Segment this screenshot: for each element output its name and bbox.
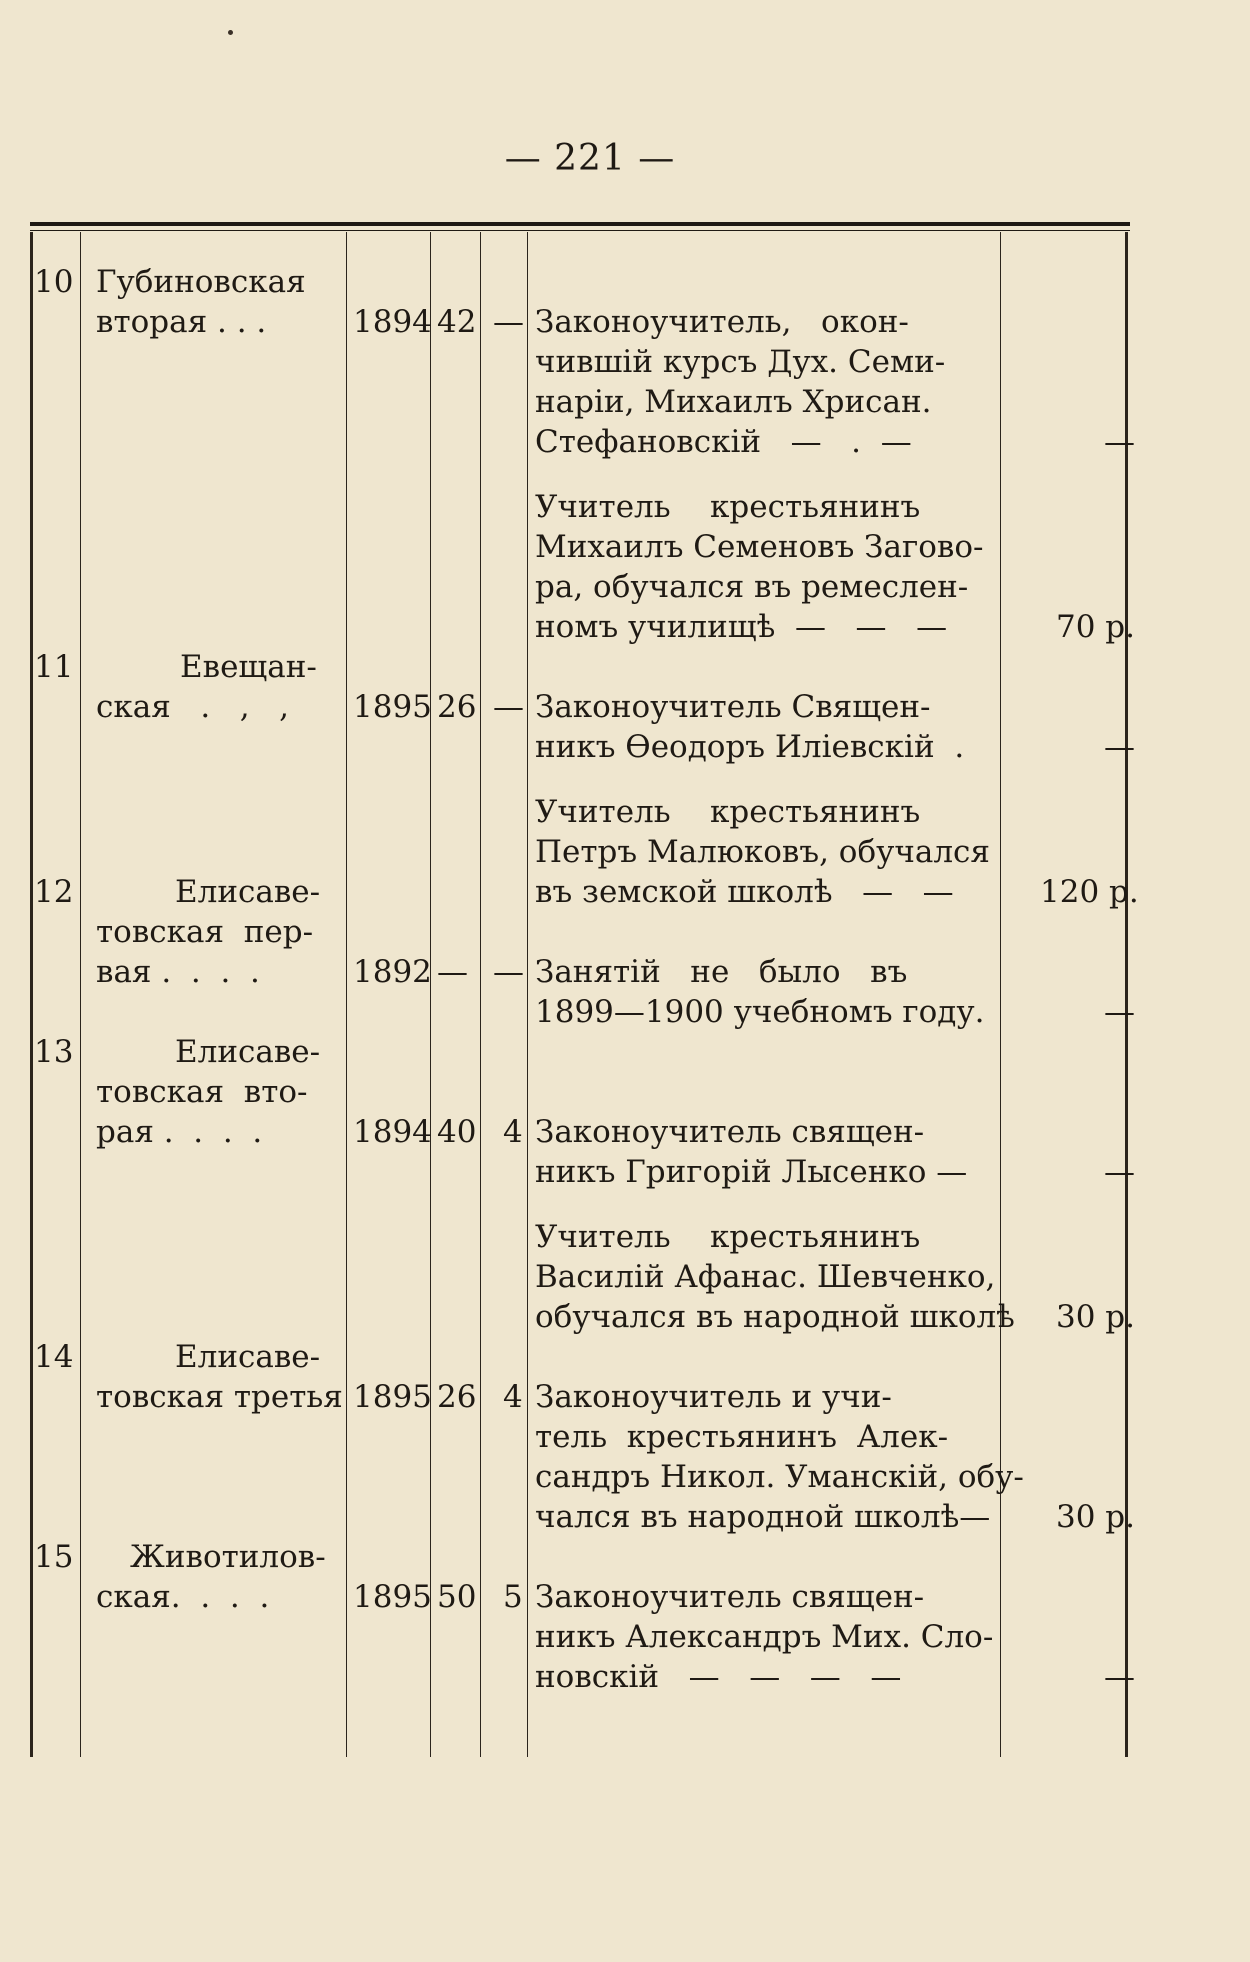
table-top-rule <box>30 222 1130 226</box>
col-divider-b <box>527 232 528 1757</box>
teacher-desc: Занятій не было въ <box>535 954 908 990</box>
count-b: — <box>493 954 524 990</box>
school-name: товская вто- <box>96 1074 308 1110</box>
count-b: — <box>493 689 524 725</box>
salary: 120 р. <box>1040 874 1139 910</box>
teacher-desc: ра, обучался въ ремеслен- <box>535 569 969 605</box>
salary: — <box>1104 729 1135 765</box>
teacher-desc: Стефановскій — . — <box>535 424 912 460</box>
year: 1894 <box>353 1114 432 1150</box>
salary: — <box>1104 1659 1135 1695</box>
col-divider-num <box>80 232 81 1757</box>
year: 1895 <box>353 689 432 725</box>
school-name: вторая . . . <box>96 304 267 340</box>
row-number: 15 <box>34 1539 74 1575</box>
row-number: 10 <box>34 264 74 300</box>
school-name: товская пер- <box>96 914 314 950</box>
salary: 70 р. <box>1056 609 1135 645</box>
teacher-desc: Учитель крестьянинъ <box>535 794 921 830</box>
salary: 30 р. <box>1056 1299 1135 1335</box>
teacher-desc: Василій Афанас. Шевченко, <box>535 1259 996 1295</box>
school-name: Елисаве- <box>175 1339 321 1375</box>
teacher-desc: никъ Ѳеодоръ Иліевскій . <box>535 729 965 765</box>
count-a: — <box>437 954 468 990</box>
row-number: 11 <box>34 649 74 685</box>
ink-speck <box>228 30 233 35</box>
count-a: 26 <box>437 689 477 725</box>
teacher-desc: въ земской школѣ — — <box>535 874 954 910</box>
teacher-desc: Учитель крестьянинъ <box>535 489 921 525</box>
teacher-desc: обучался въ народной школѣ <box>535 1299 1015 1335</box>
page-number: — 221 — <box>504 138 676 179</box>
teacher-desc: никъ Александръ Мих. Сло- <box>535 1619 994 1655</box>
col-divider-a <box>480 232 481 1757</box>
school-name: Елисаве- <box>175 874 321 910</box>
school-name: Губиновская <box>96 264 306 300</box>
year: 1892 <box>353 954 432 990</box>
row-number: 14 <box>34 1339 74 1375</box>
teacher-desc: сандръ Никол. Уманскій, обу- <box>535 1459 1024 1495</box>
count-b: 4 <box>503 1379 523 1415</box>
teacher-desc: наріи, Михаилъ Хрисан. <box>535 384 932 420</box>
teacher-desc: 1899—1900 учебномъ году. <box>535 994 985 1030</box>
school-name: Елисаве- <box>175 1034 321 1070</box>
year: 1895 <box>353 1379 432 1415</box>
col-divider-name <box>346 232 347 1757</box>
row-number: 12 <box>34 874 74 910</box>
teacher-desc: Законоучитель, окон- <box>535 304 909 340</box>
teacher-desc: тель крестьянинъ Алек- <box>535 1419 949 1455</box>
school-table <box>30 222 1139 1757</box>
salary: — <box>1104 1154 1135 1190</box>
school-name: ская. . . . <box>96 1579 270 1615</box>
count-a: 42 <box>437 304 477 340</box>
count-a: 26 <box>437 1379 477 1415</box>
teacher-desc: никъ Григорій Лысенко — <box>535 1154 968 1190</box>
teacher-desc: Законоучитель и учи- <box>535 1379 892 1415</box>
row-number: 13 <box>34 1034 74 1070</box>
school-name: вая . . . . <box>96 954 260 990</box>
table-top-rule-2 <box>30 230 1130 231</box>
teacher-desc: Учитель крестьянинъ <box>535 1219 921 1255</box>
count-b: 4 <box>503 1114 523 1150</box>
col-divider-left <box>30 232 33 1757</box>
teacher-desc: чившій курсъ Дух. Семи- <box>535 344 946 380</box>
school-name: товская третья <box>96 1379 343 1415</box>
col-divider-year <box>430 232 431 1757</box>
teacher-desc: Петръ Малюковъ, обучался <box>535 834 990 870</box>
school-name: ская . , , <box>96 689 290 725</box>
teacher-desc: новскій — — — — <box>535 1659 902 1695</box>
salary: — <box>1104 424 1135 460</box>
teacher-desc: номъ училищѣ — — — <box>535 609 948 645</box>
school-name: рая . . . . <box>96 1114 263 1150</box>
year: 1894 <box>353 304 432 340</box>
count-b: — <box>493 304 524 340</box>
count-a: 50 <box>437 1579 477 1615</box>
year: 1895 <box>353 1579 432 1615</box>
count-b: 5 <box>503 1579 523 1615</box>
school-name: Евещан- <box>180 649 317 685</box>
salary: — <box>1104 994 1135 1030</box>
school-name: Животилов- <box>130 1539 326 1575</box>
teacher-desc: Законоучитель Священ- <box>535 689 931 725</box>
teacher-desc: Законоучитель священ- <box>535 1114 925 1150</box>
teacher-desc: Михаилъ Семеновъ Загово- <box>535 529 984 565</box>
teacher-desc: чался въ народной школѣ— <box>535 1499 991 1535</box>
teacher-desc: Законоучитель священ- <box>535 1579 925 1615</box>
salary: 30 р. <box>1056 1499 1135 1535</box>
count-a: 40 <box>437 1114 477 1150</box>
